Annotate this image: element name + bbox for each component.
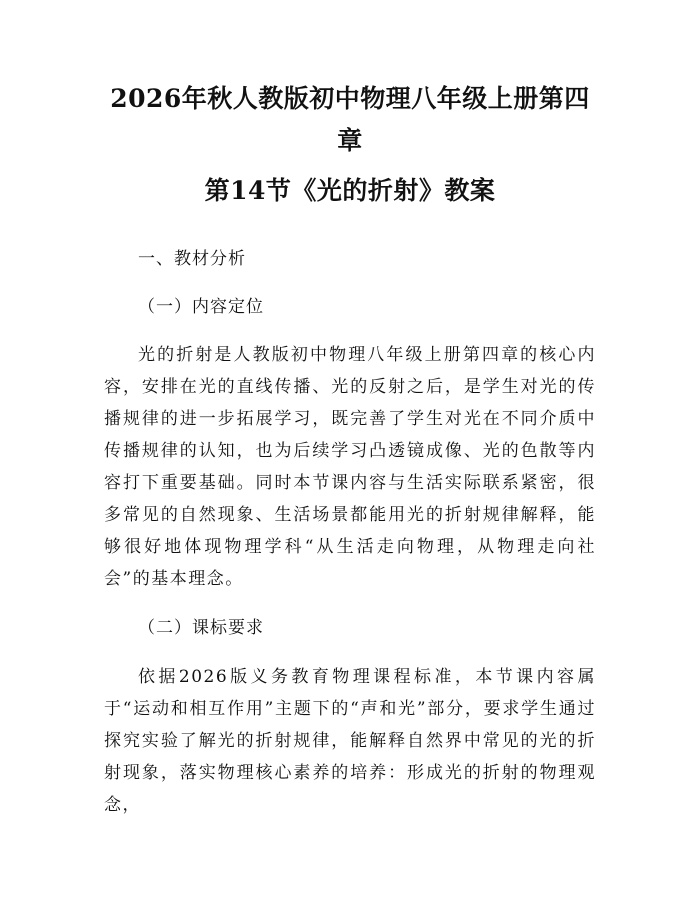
title-line-1: 2026年秋人教版初中物理八年级上册第四章: [110, 84, 590, 155]
title-line-2: 第14节《光的折射》教案: [204, 176, 496, 205]
subsection-heading-curriculum-requirements: （二）课标要求: [138, 618, 264, 638]
document-title: [104, 78, 596, 212]
paragraph-curriculum-requirements: 依据2026版义务教育物理课程标准，本节课内容属于“运动和相互作用”主题下的“声和光”部分，要求学生通过探究实验了解光的折射规律，能解释自然界中常见的光的折射现象，落实物理核心素养的培养：形成光的折射的物理观念，: [104, 667, 596, 815]
subsection-heading-content-positioning: （一）内容定位: [138, 297, 264, 317]
section-heading-textbook-analysis: 一、教材分析: [138, 249, 246, 269]
paragraph-content-positioning: 光的折射是人教版初中物理八年级上册第四章的核心内容，安排在光的直线传播、光的反射之后，是学生对光的传播规律的进一步拓展学习，既完善了学生对光在不同介质中传播规律的认知，也为后续学习凸透镜成像、光的色散等内容打下重要基础。同时本节课内容与生活实际联系紧密，很多常见的自然现象、生活场景都能用光的折射规律解释，能够很好地体现物理学科“从生活走向物理，从物理走向社会”的基本理念。: [104, 345, 596, 589]
